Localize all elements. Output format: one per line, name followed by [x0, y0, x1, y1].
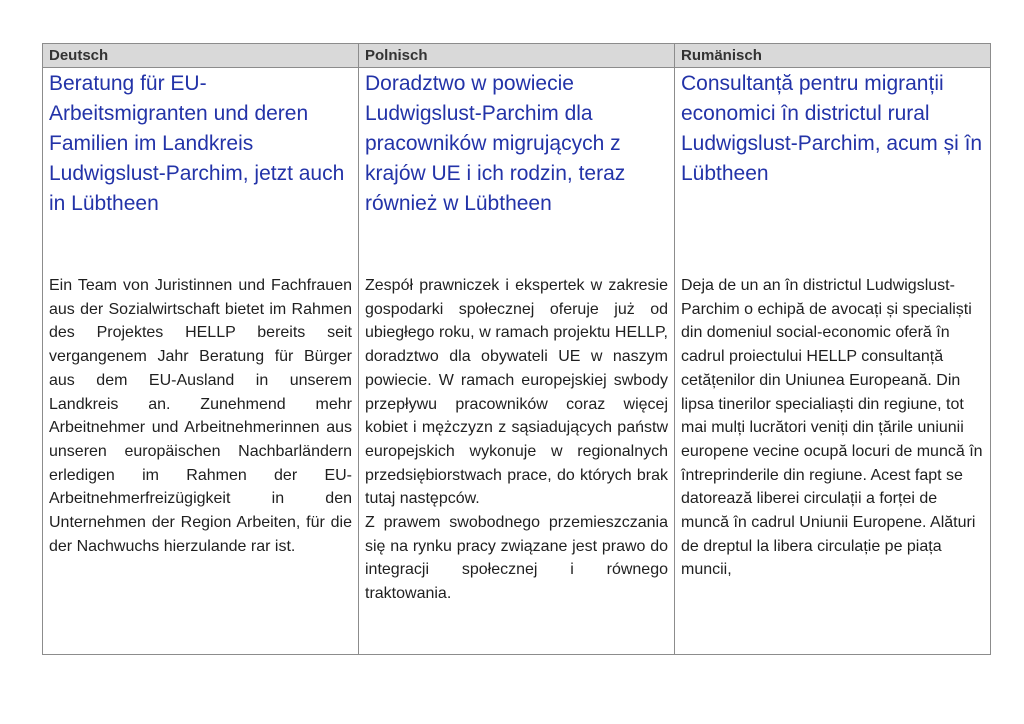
header-deutsch: Deutsch	[43, 44, 359, 68]
body-polnisch-paragraph-1: Zespół prawniczek i ekspertek w zakresie gospodarki społecznej oferuje już od ubiegłego roku, w ramach projektu HELLP, doradztwo dla obywateli UE w naszym powiecie. W ramach europejskiej swbody przepływu pracowników coraz więcej kobiet i mężczyzn z sąsiadujących państw europejskich wykonuje w regionalnych przedsiębiorstwach prace, do których brak tutaj następców.	[365, 277, 668, 508]
heading-deutsch: Beratung für EU-Arbeitsmigranten und deren Familien im Landkreis Ludwigslust-Parchim, jetzt auch in Lübtheen	[49, 72, 345, 215]
content-row	[43, 68, 991, 655]
header-row	[43, 44, 991, 68]
heading-polnisch: Doradztwo w powiecie Ludwigslust-Parchim dla pracowników migrujących z krajów UE i ich rodzin, teraz również w Lübtheen	[365, 72, 626, 215]
translation-table	[42, 43, 991, 655]
body-deutsch: Ein Team von Juristinnen und Fachfrauen aus der Sozialwirtschaft bietet im Rahmen des Projektes HELLP bereits seit vergangenem Jahr Beratung für Bürger aus dem EU-Ausland in unserem Landkreis an. Zunehmend mehr Arbeitnehmer und Arbeitnehmerinnen aus unseren europäischen Nachbarländern erledigen im Rahmen der EU-Arbeitnehmerfreizügigkeit in den Unternehmen der Region Arbeiten, für die der Nachwuchs hierzulande rar ist.	[49, 277, 352, 555]
cell-deutsch	[43, 68, 359, 655]
heading-rumaenisch: Consultanță pentru migranții economici în districtul rural Ludwigslust-Parchim, acum și în Lübtheen	[681, 72, 983, 185]
body-polnisch-paragraph-2: Z prawem swobodnego przemieszczania się na rynku pracy związane jest prawo do integracji społecznej i równego traktowania.	[365, 514, 668, 603]
header-polnisch: Polnisch	[359, 44, 675, 68]
cell-rumaenisch	[675, 68, 991, 655]
header-rumaenisch: Rumänisch	[675, 44, 991, 68]
cell-polnisch	[359, 68, 675, 655]
body-rumaenisch: Deja de un an în districtul Ludwigslust-Parchim o echipă de avocați și specialiști din domeniul social-economic oferă în cadrul proiectului HELLP consultanță cetățenilor din Uniunea Europeană. Din lipsa tinerilor specialiaști din regiune, tot mai mulți lucrători veniți din țările uniunii europene vecine ocupă locuri de muncă în întreprinderile din regiune. Acest fapt se datorează liberei circulații a forței de muncă în cadrul Uniunii Europene. Alături de dreptul la libera circulație pe piața muncii,	[681, 277, 983, 579]
